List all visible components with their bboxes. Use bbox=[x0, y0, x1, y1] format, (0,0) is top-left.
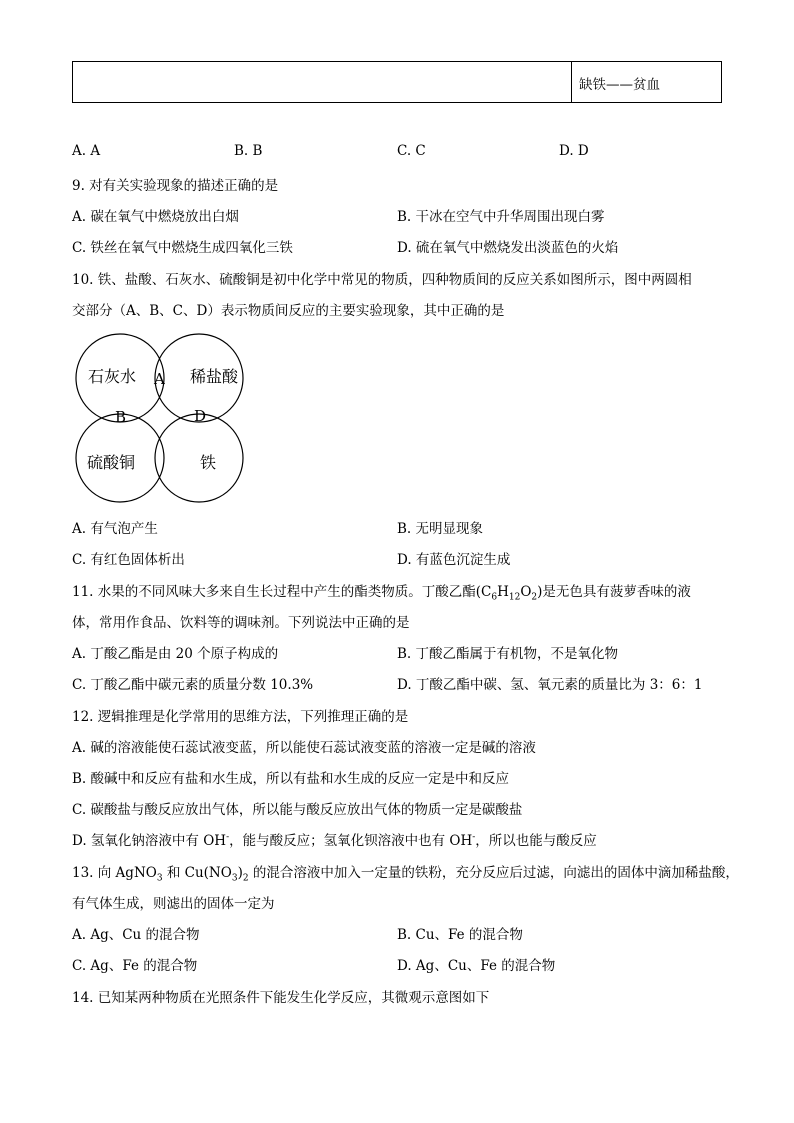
label-d: D bbox=[194, 407, 207, 425]
q8-option-a: A. A bbox=[72, 143, 101, 159]
q12-stem: 12. 逻辑推理是化学常用的思维方法，下列推理正确的是 bbox=[72, 709, 409, 725]
q9-option-b: B. 干冰在空气中升华周围出现白雾 bbox=[397, 209, 605, 225]
q11-stem-line1: 11. 水果的不同风味大多来自生长过程中产生的酯类物质。丁酸乙酯$(C_6H_{12}O_2)$是无色具有菠萝香味的液 bbox=[72, 584, 691, 603]
q14-stem: 14. 已知某两种物质在光照条件下能发生化学反应，其微观示意图如下 bbox=[72, 990, 490, 1006]
q13-stem-line2: 有气体生成，则滤出的固体一定为 bbox=[72, 896, 275, 912]
q10-option-d: D. 有蓝色沉淀生成 bbox=[397, 552, 511, 568]
q12-option-b: B. 酸碱中和反应有盐和水生成，所以有盐和水生成的反应一定是中和反应 bbox=[72, 771, 510, 787]
q11-option-c: C. 丁酸乙酯中碳元素的质量分数 10.3% bbox=[72, 677, 314, 693]
table-divider bbox=[571, 62, 572, 102]
q13-option-d: D. Ag、Cu、Fe 的混合物 bbox=[397, 958, 556, 974]
label-a: A bbox=[154, 370, 165, 388]
label-iron: 铁 bbox=[200, 453, 217, 472]
q12-option-a: A. 碱的溶液能使石蕊试液变蓝，所以能使石蕊试液变蓝的溶液一定是碱的溶液 bbox=[72, 740, 536, 756]
q12-option-c: C. 碳酸盐与酸反应放出气体，所以能与酸反应放出气体的物质一定是碳酸盐 bbox=[72, 802, 523, 818]
q8-option-c: C. C bbox=[397, 143, 426, 159]
q10-option-b: B. 无明显现象 bbox=[397, 521, 484, 537]
q12-option-d: D. 氢氧化钠溶液中有 OH-，能与酸反应；氢氧化钡溶液中也有 OH-，所以也能与酸反应 bbox=[72, 832, 597, 849]
q11-option-a: A. 丁酸乙酯是由 20 个原子构成的 bbox=[72, 646, 279, 662]
label-limewater: 石灰水 bbox=[88, 367, 137, 386]
q13-option-b: B. Cu、Fe 的混合物 bbox=[397, 927, 523, 943]
circle-iron bbox=[155, 414, 243, 502]
q13-option-c: C. Ag、Fe 的混合物 bbox=[72, 958, 198, 974]
q9-option-a: A. 碳在氧气中燃烧放出白烟 bbox=[72, 209, 239, 225]
venn-diagram bbox=[72, 330, 262, 505]
label-hydrochloric-acid: 稀盐酸 bbox=[190, 367, 239, 386]
table-fragment bbox=[72, 61, 722, 103]
q9-stem: 9. 对有关实验现象的描述正确的是 bbox=[72, 178, 279, 194]
q10-stem-line1: 10. 铁、盐酸、石灰水、硫酸铜是初中化学中常见的物质，四种物质间的反应关系如图所示，图中两圆相 bbox=[72, 272, 692, 288]
table-cell: 缺铁——贫血 bbox=[579, 77, 660, 93]
q10-stem-line2: 交部分（A、B、C、D）表示物质间反应的主要实验现象，其中正确的是 bbox=[72, 303, 505, 319]
q13-option-a: A. Ag、Cu 的混合物 bbox=[72, 927, 200, 943]
q11-stem-line2: 体，常用作食品、饮料等的调味剂。下列说法中正确的是 bbox=[72, 615, 410, 631]
q9-option-d: D. 硫在氧气中燃烧发出淡蓝色的火焰 bbox=[397, 240, 619, 256]
q11-option-b: B. 丁酸乙酯属于有机物，不是氧化物 bbox=[397, 646, 619, 662]
q10-option-c: C. 有红色固体析出 bbox=[72, 552, 185, 568]
q13-stem-line1: 13. 向 AgNO$_3$ 和 $Cu(NO_3)_2$ 的混合溶液中加入一定量的铁粉，充分反应后过滤，向滤出的固体中滴加稀盐酸， bbox=[72, 865, 739, 884]
label-b: B bbox=[115, 408, 127, 426]
q11-option-d: D. 丁酸乙酯中碳、氢、氧元素的质量比为 3：6：1 bbox=[397, 677, 703, 693]
q8-option-d: D. D bbox=[559, 143, 589, 159]
label-copper-sulfate: 硫酸铜 bbox=[87, 453, 136, 472]
q9-option-c: C. 铁丝在氧气中燃烧生成四氧化三铁 bbox=[72, 240, 293, 256]
q8-option-b: B. B bbox=[234, 143, 263, 159]
q10-option-a: A. 有气泡产生 bbox=[72, 521, 158, 537]
